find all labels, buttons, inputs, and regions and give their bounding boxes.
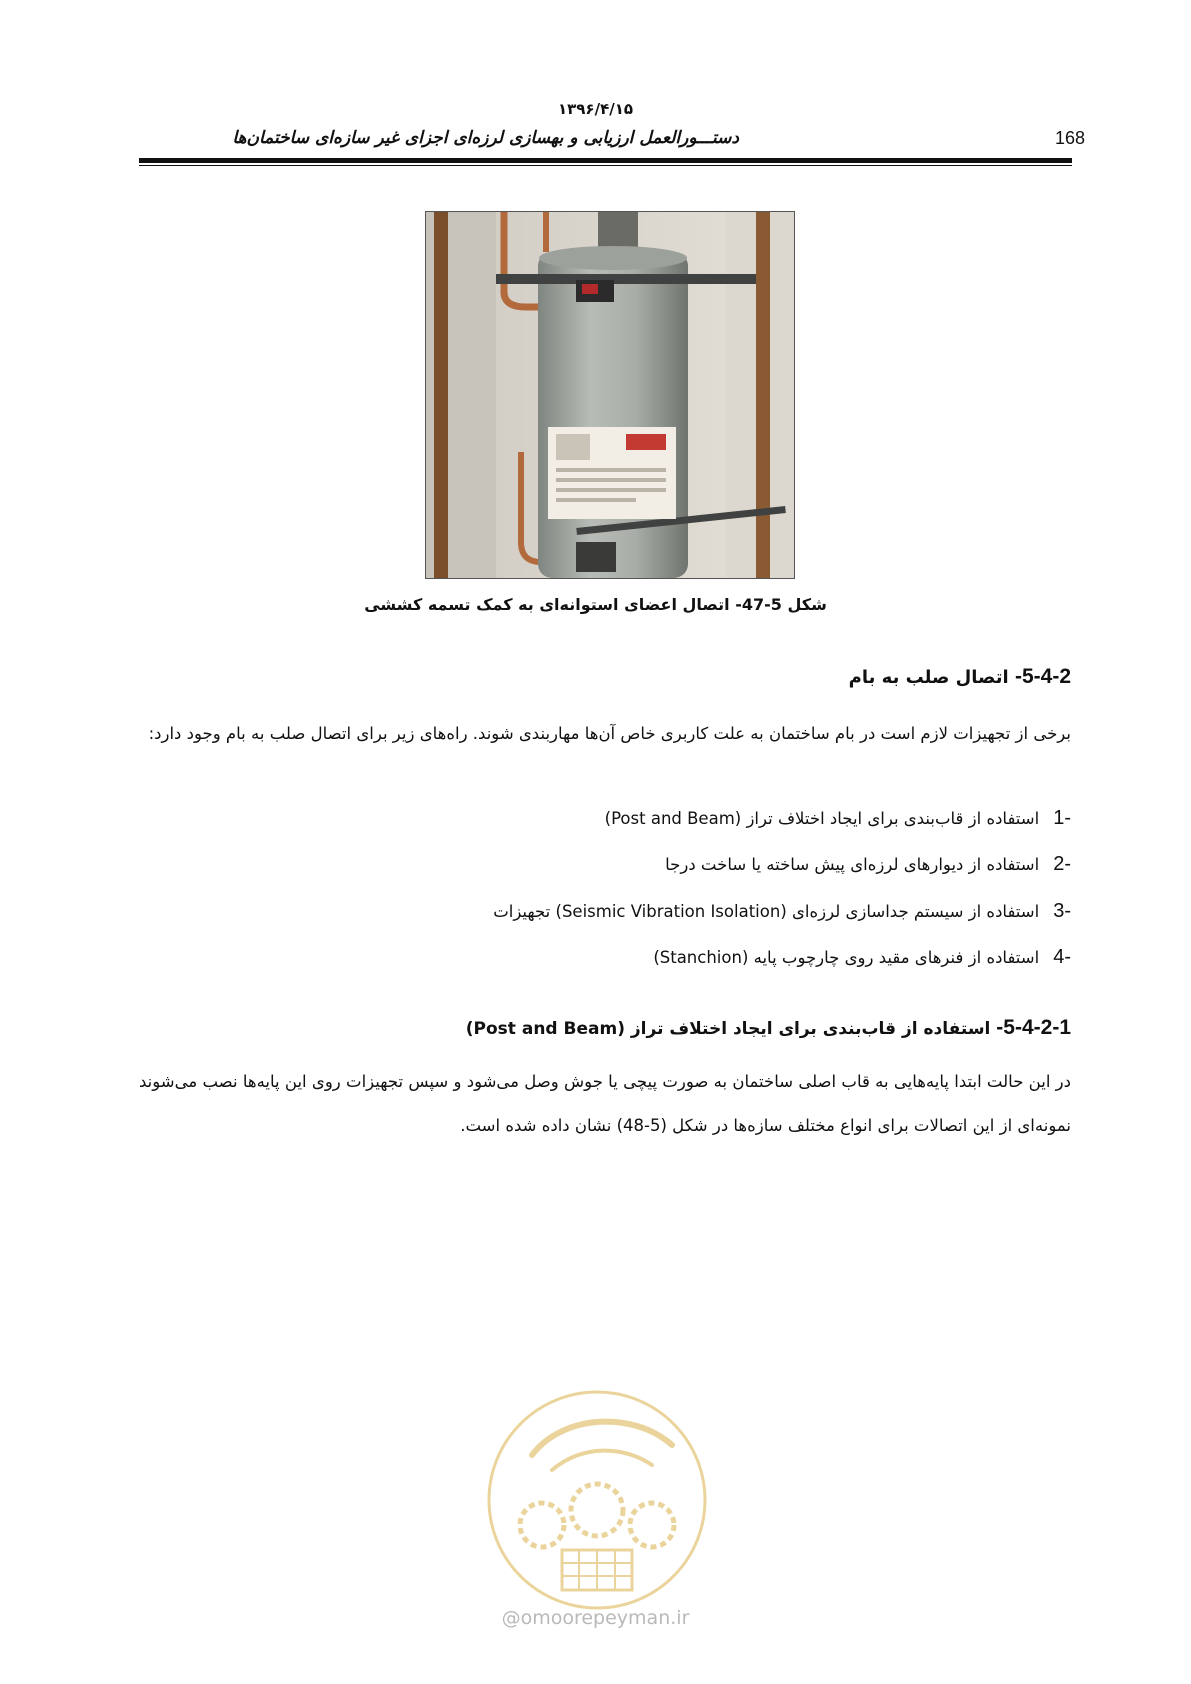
subsection-body-paragraph: در این حالت ابتدا پایه‌هایی به قاب اصلی ساختمان به صورت پیچی یا جوش وصل می‌شود و سپس تجهیزات روی این پایه‌ها نصب می‌شوند نمونه‌ای از این اتصالات برای انواع مختلف سازه‌ها در شکل (5-48) نشان داده شده است. xyxy=(139,1072,1071,1135)
watermark-url xyxy=(0,1607,1191,1629)
header-rule-thick xyxy=(139,158,1072,163)
section-heading xyxy=(849,665,1071,689)
list-item-text: استفاده از فنرهای مقید روی چارچوب پایه (Stanchion) xyxy=(653,948,1040,967)
subsection-number: 5-4-2-1- xyxy=(996,1016,1071,1039)
header-date: ۱۳۹۶/۴/۱۵ xyxy=(557,100,634,118)
subsection-title: استفاده از قاب‌بندی برای ایجاد اختلاف تراز (Post and Beam) xyxy=(465,1019,997,1039)
subsection-heading xyxy=(466,1016,1071,1040)
list-item xyxy=(665,853,1071,876)
list-item-text: استفاده از سیستم جداسازی لرزه‌ای (Seismic Vibration Isolation) تجهیزات xyxy=(493,902,1040,921)
figure-caption: شکل 5-47- اتصال اعضای استوانه‌ای به کمک تسمه کششی xyxy=(364,595,827,614)
section-intro-paragraph: برخی از تجهیزات لازم است در بام ساختمان به علت کاربری خاص آن‌ها مهاربندی شوند. راه‌های زیر برای اتصال صلب به بام وجود دارد: xyxy=(148,724,1071,743)
header-rule-thin xyxy=(139,165,1072,166)
header-title: دستـــورالعمل ارزیابی و بهسازی لرزه‌ای اجزای غیر سازه‌ای ساختمان‌ها xyxy=(232,128,739,148)
list-item xyxy=(653,946,1071,969)
list-item-text: استفاده از دیوارهای لرزه‌ای پیش ساخته یا ساخت درجا xyxy=(665,855,1040,874)
watermark-url-text: omoorepeyman.ir xyxy=(520,1607,690,1629)
list-item-number: -1 xyxy=(1053,807,1071,829)
water-heater-illustration xyxy=(426,212,794,578)
list-item xyxy=(605,807,1071,830)
page-number: 168 xyxy=(1055,128,1086,148)
list-item-number: -4 xyxy=(1053,946,1071,968)
list-item xyxy=(493,900,1071,923)
figure-photo-water-heater xyxy=(425,211,795,579)
section-number: 5-4-2- xyxy=(1014,665,1071,688)
list-item-number: -3 xyxy=(1053,900,1071,922)
watermark-logo xyxy=(482,1385,712,1615)
list-item-text: استفاده از قاب‌بندی برای ایجاد اختلاف تراز (Post and Beam) xyxy=(604,809,1040,828)
section-title: اتصال صلب به بام xyxy=(848,667,1015,688)
list-item-number: -2 xyxy=(1053,853,1071,875)
at-icon: @ xyxy=(501,1607,521,1629)
watermark-seal-icon xyxy=(482,1385,712,1615)
